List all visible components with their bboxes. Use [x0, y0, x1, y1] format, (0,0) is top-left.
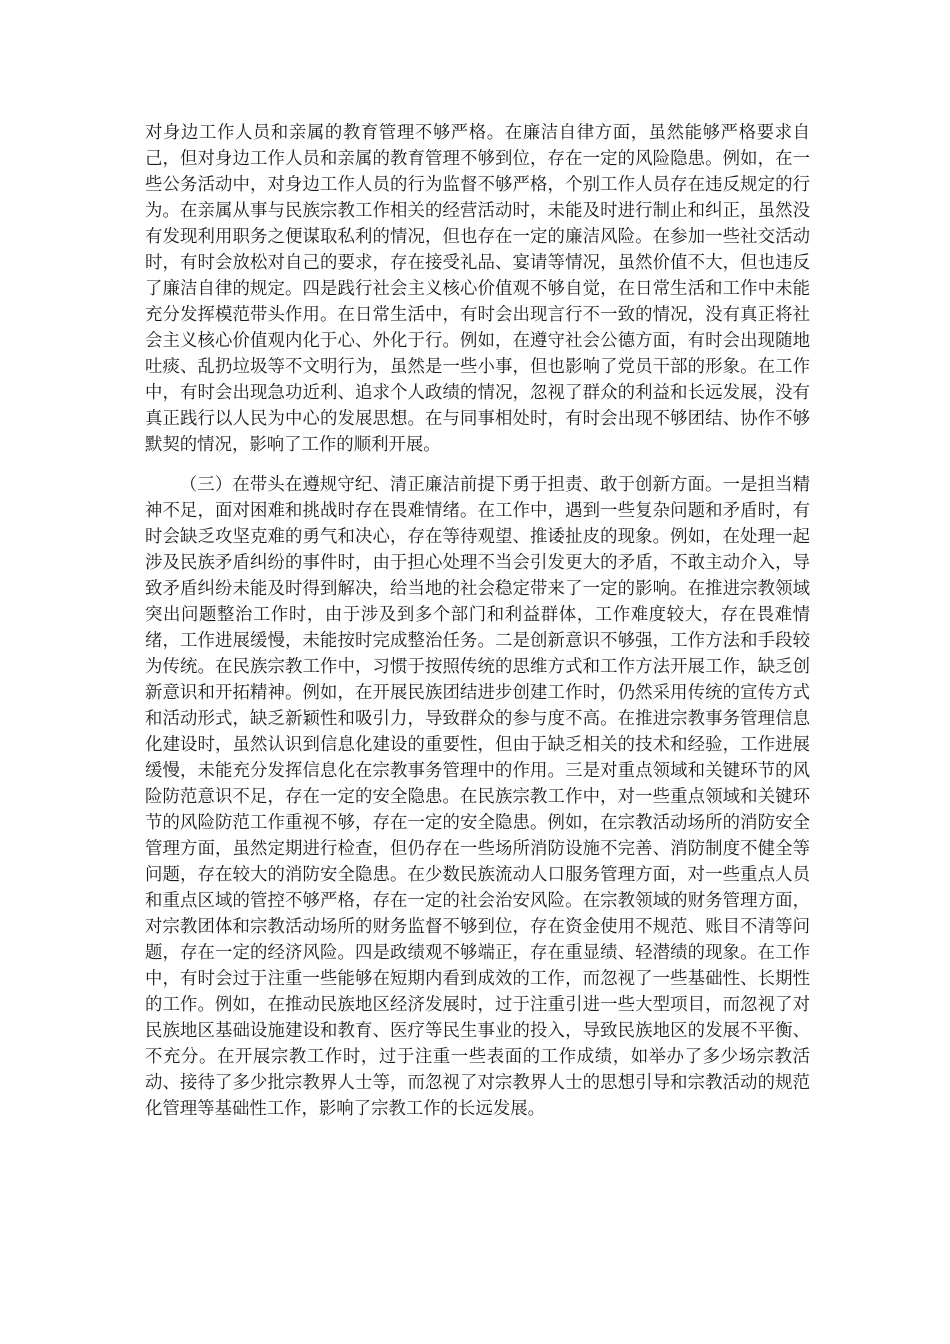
section-paragraph-three: （三）在带头在遵规守纪、清正廉洁前提下勇于担责、敢于创新方面。一是担当精神不足，面对困难和挑战时存在畏难情绪。在工作中，遇到一些复杂问题和矛盾时，有时会缺乏攻坚克难的勇气和决心，存在等待观望、推诿扯皮的现象。例如，在处理一起涉及民族矛盾纠纷的事件时，由于担心处理不当会引发更大的矛盾，不敢主动介入，导致矛盾纠纷未能及时得到解决，给当地的社会稳定带来了一定的影响。在推进宗教领域突出问题整治工作时，由于涉及到多个部门和利益群体，工作难度较大，存在畏难情绪，工作进展缓慢，未能按时完成整治任务。二是创新意识不够强，工作方法和手段较为传统。在民族宗教工作中，习惯于按照传统的思维方式和工作方法开展工作，缺乏创新意识和开拓精神。例如，在开展民族团结进步创建工作时，仍然采用传统的宣传方式和活动形式，缺乏新颖性和吸引力，导致群众的参与度不高。在推进宗教事务管理信息化建设时，虽然认识到信息化建设的重要性，但由于缺乏相关的技术和经验，工作进展缓慢，未能充分发挥信息化在宗教事务管理中的作用。三是对重点领域和关键环节的风险防范意识不足，存在一定的安全隐患。在民族宗教工作中，对一些重点领域和关键环节的风险防范工作重视不够，存在一定的安全隐患。例如，在宗教活动场所的消防安全管理方面，虽然定期进行检查，但仍存在一些场所消防设施不完善、消防制度不健全等问题，存在较大的消防安全隐患。在少数民族流动人口服务管理方面，对一些重点人员和重点区域的管控不够严格，存在一定的社会治安风险。在宗教领域的财务管理方面，对宗教团体和宗教活动场所的财务监督不够到位，存在资金使用不规范、账目不清等问题，存在一定的经济风险。四是政绩观不够端正，存在重显绩、轻潜绩的现象。在工作中，有时会过于注重一些能够在短期内看到成效的工作，而忽视了一些基础性、长期性的工作。例如，在推动民族地区经济发展时，过于注重引进一些大型项目，而忽视了对民族地区基础设施建设和教育、医疗等民生事业的投入，导致民族地区的发展不平衡、不充分。在开展宗教工作时，过于注重一些表面的工作成绩，如举办了多少场宗教活动、接待了多少批宗教界人士等，而忽视了对宗教界人士的思想引导和宗教活动的规范化管理等基础性工作，影响了宗教工作的长远发展。 — [145, 475, 810, 1119]
document-page — [145, 120, 810, 1122]
body-paragraph-continued: 对身边工作人员和亲属的教育管理不够严格。在廉洁自律方面，虽然能够严格要求自己，但对身边工作人员和亲属的教育管理不够到位，存在一定的风险隐患。例如，在一些公务活动中，对身边工作人员的行为监督不够严格，个别工作人员存在违反规定的行为。在亲属从事与民族宗教工作相关的经营活动时，未能及时进行制止和纠正，虽然没有发现利用职务之便谋取私利的情况，但也存在一定的廉洁风险。在参加一些社交活动时，有时会放松对自己的要求，存在接受礼品、宴请等情况，虽然价值不大，但也违反了廉洁自律的规定。四是践行社会主义核心价值观不够自觉，在日常生活和工作中未能充分发挥模范带头作用。在日常生活中，有时会出现言行不一致的情况，没有真正将社会主义核心价值观内化于心、外化于行。例如，在遵守社会公德方面，有时会出现随地吐痰、乱扔垃圾等不文明行为，虽然是一些小事，但也影响了党员干部的形象。在工作中，有时会出现急功近利、追求个人政绩的情况，忽视了群众的利益和长远发展，没有真正践行以人民为中心的发展思想。在与同事相处时，有时会出现不够团结、协作不够默契的情况，影响了工作的顺利开展。 — [145, 123, 810, 455]
